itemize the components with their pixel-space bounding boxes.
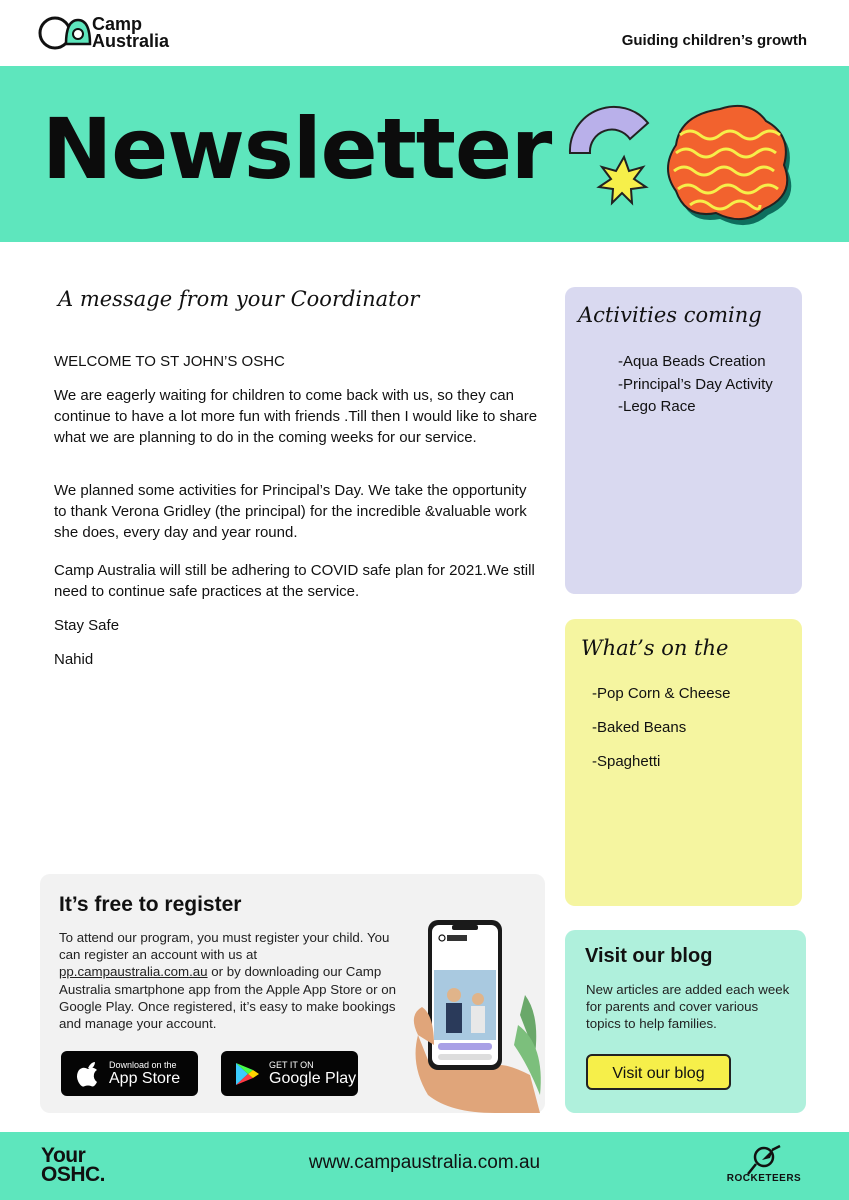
- register-title: It’s free to register: [59, 893, 242, 916]
- menu-list: [592, 677, 792, 779]
- phone-in-hand-icon: [400, 915, 545, 1113]
- register-text-a: To attend our program, you must register your child. You can register an account with us at: [59, 930, 390, 963]
- your-oshc-line-2: OSHC.: [41, 1163, 106, 1186]
- google-play-button[interactable]: [221, 1051, 358, 1096]
- coordinator-heading: A message from your Coordinator: [58, 287, 420, 311]
- register-link[interactable]: pp.campaustralia.com.au: [59, 964, 208, 980]
- blog-title: Visit our blog: [585, 945, 713, 967]
- signoff: Stay Safe: [54, 617, 120, 634]
- activities-box: [565, 287, 802, 594]
- coordinator-paragraph-1: We are eagerly waiting for children to come back with us, so they can continue to have a lot more fun with friends .Till then I would like to share what we are planning to do in the coming weeks for our service.: [54, 387, 538, 446]
- activity-item: -Principal’s Day Activity: [618, 375, 773, 393]
- coordinator-paragraph-2: We planned some activities for Principal’s Day. We take the opportunity to thank Verona Gridley (the principal) for the incredible &valuable work she does, every day and year round.: [54, 482, 527, 541]
- google-play-big: Google Play: [269, 1070, 357, 1087]
- decorative-shapes-icon: [560, 95, 800, 235]
- menu-item: -Baked Beans: [592, 719, 687, 736]
- apple-icon: [75, 1060, 101, 1088]
- menu-title: What’s on the: [581, 636, 729, 660]
- brand-line-2: Australia: [92, 31, 170, 51]
- activities-list: [618, 351, 788, 419]
- coordinator-paragraph-3: Camp Australia will still be adhering to COVID safe plan for 2021.We still need to continue safe practices at the service.: [54, 562, 535, 600]
- app-store-button[interactable]: [61, 1051, 198, 1096]
- activities-title: Activities coming: [578, 303, 762, 327]
- menu-item: -Spaghetti: [592, 753, 661, 770]
- register-text-b: or by downloading our Camp Australia smartphone app from the Apple App Store or on Google Play. Once registered, it’s easy to make bookings and manage your account.: [59, 964, 397, 1032]
- your-oshc-line-1: Your: [41, 1144, 86, 1167]
- blog-text: New articles are added each week for parents and cover various topics to help families.: [586, 982, 790, 1032]
- menu-item: -Pop Corn & Cheese: [592, 685, 731, 702]
- visit-blog-button[interactable]: Visit our blog: [586, 1054, 731, 1090]
- activity-item: -Lego Race: [618, 398, 696, 415]
- activity-item: -Aqua Beads Creation: [618, 353, 766, 370]
- app-store-big: App Store: [109, 1070, 181, 1087]
- coordinator-name: Nahid: [54, 651, 94, 668]
- brand-line-1: Camp: [92, 14, 143, 34]
- rocketeers-label: ROCKETEERS: [726, 1173, 802, 1184]
- google-play-icon: [234, 1061, 260, 1087]
- app-store-small: Download on the: [109, 1060, 177, 1070]
- website-link[interactable]: www.campaustralia.com.au: [308, 1152, 541, 1173]
- register-text: [59, 929, 404, 1032]
- welcome-line: WELCOME TO ST JOHN’S OSHC: [54, 353, 285, 370]
- brand-name: [92, 16, 169, 50]
- google-play-small: GET IT ON: [269, 1060, 314, 1070]
- banner-title: Newsletter: [42, 100, 552, 198]
- tagline: Guiding children’s growth: [621, 32, 807, 49]
